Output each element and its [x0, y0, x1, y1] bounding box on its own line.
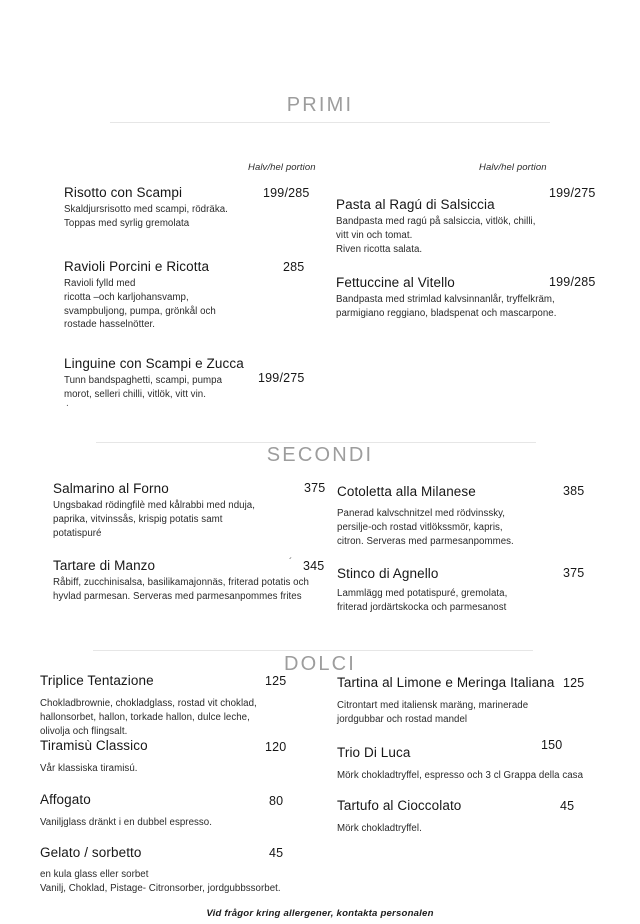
menu-item-ravioli-porcini-e-ricotta[interactable]: [64, 259, 274, 332]
portion-label-left-primi: Halv/hel portion: [248, 162, 316, 173]
item-title: Affogato: [40, 792, 91, 807]
item-price-pasta-al-ragu-di-salsiccia: 199/275: [549, 186, 596, 200]
menu-item-tartina-al-limone-e-meringa-italiana[interactable]: [337, 675, 567, 727]
item-title: Pasta al Ragú di Salsiccia: [336, 197, 495, 212]
section-heading-dolci: DOLCI: [283, 653, 357, 675]
item-description: Chokladbrownie, chokladglass, rostad vit choklad, hallonsorbet, hallon, torkade hallon, dulce leche, olivolja och flingsalt.: [40, 698, 257, 737]
item-title: Tiramisù Classico: [40, 738, 148, 753]
menu-item-cotoletta-alla-milanese[interactable]: [337, 484, 577, 548]
item-price-fettuccine-al-vitello: 199/285: [549, 275, 596, 289]
item-description: Bandpasta med strimlad kalvsinnanlår, tryffelkräm, parmigiano reggiano, bladspenat och mascarpone.: [336, 294, 557, 319]
item-description: Lammlägg med potatispuré, gremolata, friterad jordärtskocka och parmesanost: [337, 588, 508, 613]
menu-item-tiramisu-classico[interactable]: [40, 738, 300, 776]
item-description: Tunn bandspaghetti, scampi, pumpa morot, selleri chilli, vitlök, vitt vin.: [64, 375, 223, 400]
item-title: Ravioli Porcini e Ricotta: [64, 259, 210, 274]
item-title: Gelato / sorbetto: [40, 845, 142, 860]
item-title: Tartare di Manzo: [53, 558, 156, 573]
item-title: Triplice Tentazione: [40, 673, 154, 688]
stray-period-mark: .: [66, 398, 69, 409]
divider-dolci: [93, 650, 533, 651]
item-description: Skaldjursrisotto med scampi, rödräka. Toppas med syrlig gremolata: [64, 204, 228, 229]
item-price-trio-di-luca: 150: [541, 738, 563, 752]
item-description: Mörk chokladtryffel, espresso och 3 cl Grappa della casa: [337, 770, 584, 782]
item-title: Cotoletta alla Milanese: [337, 484, 476, 499]
menu-item-triplice-tentazione[interactable]: [40, 673, 300, 738]
item-title: Tartufo al Cioccolato: [337, 798, 462, 813]
item-title: Salmarino al Forno: [53, 481, 169, 496]
item-price-linguine-con-scampi-e-zucca: 199/275: [258, 371, 305, 385]
item-price-tartufo-al-cioccolato: 45: [560, 799, 575, 813]
item-title: Risotto con Scampi: [64, 185, 183, 200]
item-description: Ravioli fylld med ricotta –och karljohansvamp, svampbuljong, pumpa, grönkål och rostade hasselnötter.: [64, 278, 216, 331]
item-title: Fettuccine al Vitello: [336, 275, 455, 290]
item-description: Citrontart med italiensk maräng, marinerade jordgubbar och rostad mandel: [337, 700, 529, 725]
menu-item-salmarino-al-forno[interactable]: [53, 481, 313, 540]
item-description: Mörk chokladtryffel.: [337, 823, 422, 835]
item-description: Ungsbakad rödingfilè med kålrabbi med nduja, paprika, vitvinssås, krispig potatis samt potatispuré: [53, 500, 255, 539]
item-price-gelato-sorbetto: 45: [269, 846, 284, 860]
menu-item-linguine-con-scampi-e-zucca[interactable]: [64, 356, 254, 402]
item-title: Trio Di Luca: [337, 745, 411, 760]
menu-item-stinco-di-agnello[interactable]: [337, 566, 577, 615]
menu-item-tartare-di-manzo[interactable]: [53, 558, 323, 604]
divider-secondi: [96, 442, 536, 443]
section-heading-secondi: SECONDI: [266, 444, 374, 466]
menu-item-pasta-al-ragu-di-salsiccia[interactable]: [336, 197, 586, 256]
item-description: Vår klassiska tiramisú.: [40, 763, 138, 775]
item-description: Bandpasta med ragú på salsiccia, vitlök, chilli, vitt vin och tomat. Riven ricotta salata.: [336, 216, 536, 255]
stray-apostrophe-mark: ´: [289, 557, 293, 568]
item-price-tartare-di-manzo: 345: [303, 559, 325, 573]
item-description: Råbiff, zucchinisalsa, basilikamajonnäs, friterad potatis och hyvlad parmesan. Serveras med parmesanpommes frites: [53, 577, 309, 602]
section-heading-primi: PRIMI: [286, 94, 354, 116]
item-title: Tartina al Limone e Meringa Italiana: [337, 675, 555, 690]
menu-item-tartufo-al-cioccolato[interactable]: [337, 798, 567, 836]
item-price-affogato: 80: [269, 794, 284, 808]
item-description: Vaniljglass dränkt i en dubbel espresso.: [40, 817, 212, 829]
item-price-triplice-tentazione: 125: [265, 674, 287, 688]
item-description: Panerad kalvschnitzel med rödvinssky, persilje-och rostad vitlökssmör, kapris, citron. Serveras med parmesanpommes.: [337, 508, 514, 547]
item-price-stinco-di-agnello: 375: [563, 566, 585, 580]
item-title: Stinco di Agnello: [337, 566, 439, 581]
item-title: Linguine con Scampi e Zucca: [64, 356, 244, 371]
item-price-risotto-con-scampi: 199/285: [263, 186, 310, 200]
item-price-cotoletta-alla-milanese: 385: [563, 484, 585, 498]
item-price-ravioli-porcini-e-ricotta: 285: [283, 260, 305, 274]
allergen-footer-note: Vid frågor kring allergener, kontakta personalen: [206, 908, 434, 919]
item-price-salmarino-al-forno: 375: [304, 481, 326, 495]
divider-primi: [110, 122, 550, 123]
menu-item-affogato[interactable]: [40, 792, 300, 830]
menu-item-risotto-con-scampi[interactable]: [64, 185, 264, 231]
item-price-tiramisu-classico: 120: [265, 740, 287, 754]
portion-label-right-primi: Halv/hel portion: [479, 162, 547, 173]
item-price-tartina-al-limone-e-meringa-italiana: 125: [563, 676, 585, 690]
item-description: en kula glass eller sorbet Vanilj, Choklad, Pistage- Citronsorber, jordgubbssorbet.: [40, 869, 281, 894]
